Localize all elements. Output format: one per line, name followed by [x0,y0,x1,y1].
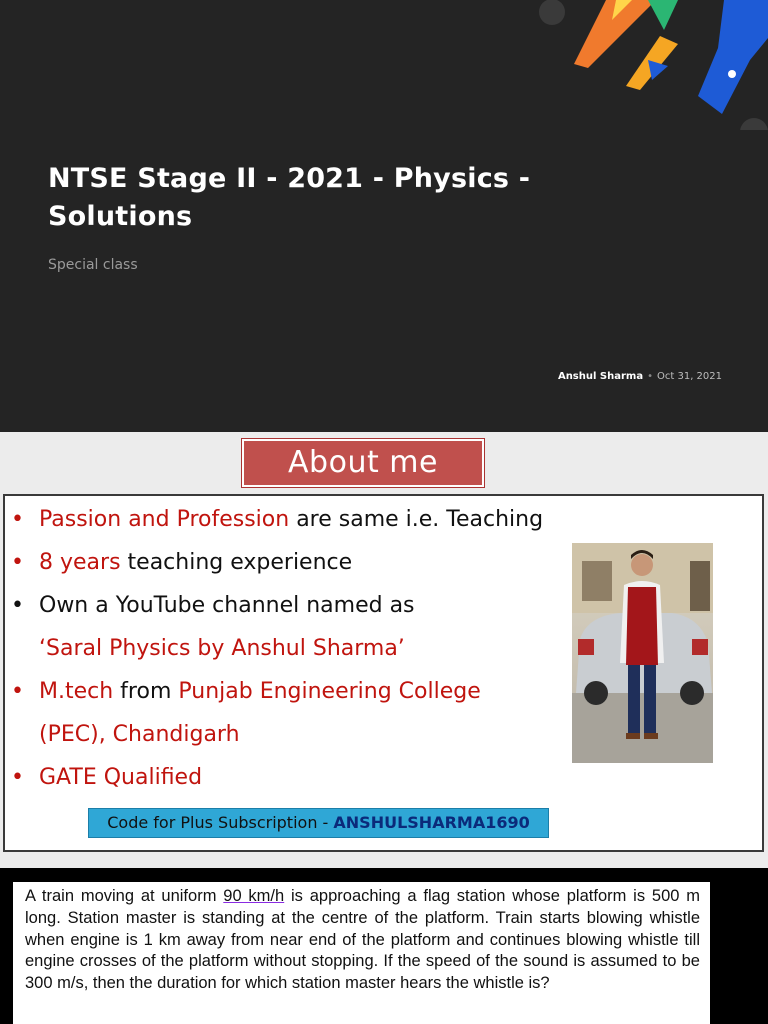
about-slide [0,432,768,868]
bullet-highlight: GATE Qualified [39,765,203,790]
about-bullet-list [5,502,543,803]
bullet-text: are same i.e. Teaching [289,507,544,532]
bullet-text: Own a YouTube channel named as [39,593,415,618]
list-item [5,502,543,545]
about-panel [3,494,764,852]
meta-separator: • [647,371,653,382]
list-item [5,717,543,760]
list-item [5,631,543,674]
bullet-text: from [113,679,179,704]
bullet-highlight: ‘Saral Physics by Anshul Sharma’ [39,636,405,661]
bullet-icon: • [11,679,24,704]
code-value: ANSHULSHARMA1690 [333,813,530,832]
decorative-shapes-icon [528,0,768,130]
question-text-part: is approaching a flag station whose platform is 500 m long. Station master is standing at the centre of the platform. Train starts blowing whistle when engine is 1 km away from near end of the platform and continues blowing whistle till engine crosses of the platform without stopping. If the speed of the sound is assumed to be 300 m/s, then the duration for which station master hears the whistle is? [25,887,700,993]
presentation-title: NTSE Stage II - 2021 - Physics - Solutions [48,163,531,232]
bullet-highlight: 8 years [39,550,121,575]
bullet-icon: • [11,550,24,575]
profile-photo-icon [572,543,713,763]
publish-date: Oct 31, 2021 [657,371,722,382]
list-item [5,760,543,803]
bullet-icon: • [11,593,24,618]
bullet-highlight: (PEC), Chandigarh [39,722,240,747]
code-label: Code for Plus Subscription - [107,813,334,832]
subscription-code-banner [88,808,549,838]
list-item [5,545,543,588]
bullet-icon: • [11,765,24,790]
list-item [5,674,543,717]
question-slide [0,868,768,1024]
about-heading: About me [242,439,484,487]
author-name: Anshul Sharma [557,371,644,382]
title-slide [0,0,768,432]
bullet-highlight: Passion and Profession [39,507,290,532]
question-speed: 90 km/h [223,887,285,905]
question-card [13,882,710,1024]
bullet-icon: • [11,507,24,532]
question-text-part: A train moving at uniform [25,887,224,905]
profile-photo [572,543,713,763]
bullet-text: teaching experience [120,550,353,575]
bullet-highlight: Punjab Engineering College [178,679,481,704]
list-item [5,588,543,631]
presentation-subtitle: Special class [48,257,138,273]
question-text [13,882,710,995]
bullet-highlight: M.tech [39,679,114,704]
author-meta [558,371,722,382]
